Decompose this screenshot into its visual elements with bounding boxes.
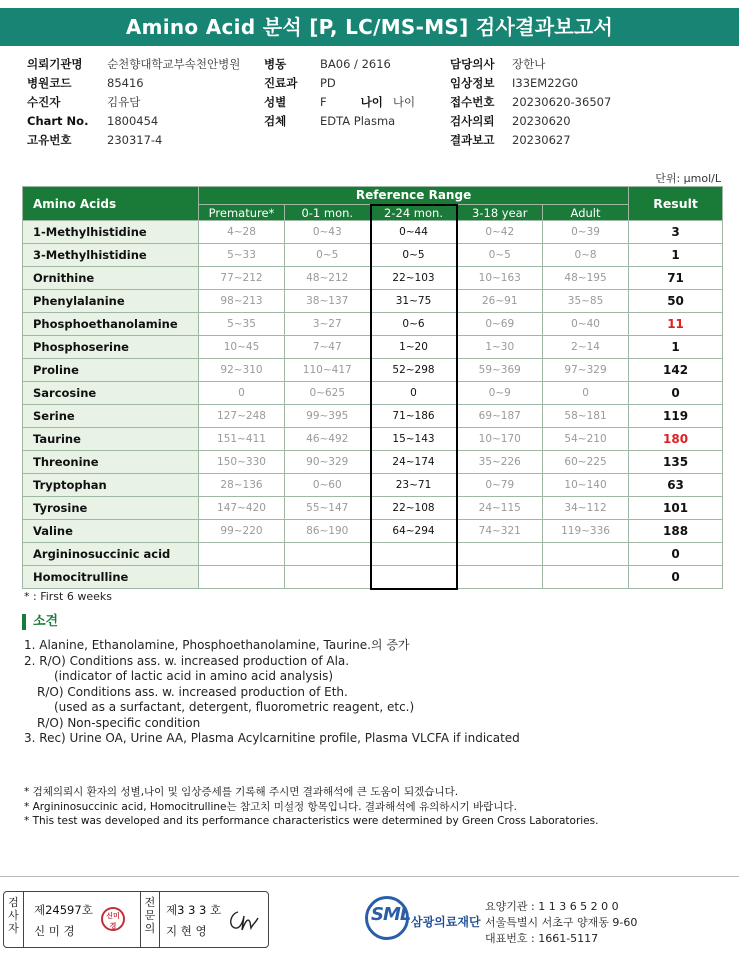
table-row [23,520,723,543]
amino-acid-name: Tryptophan [23,474,199,497]
result-cell: 71 [629,267,723,290]
table-row [23,428,723,451]
amino-acid-name: Ornithine [23,267,199,290]
reference-range-cell [457,566,543,589]
reference-range-cell: 99~395 [285,405,371,428]
age-value: 나이 [392,95,416,109]
reference-range-cell: 127~248 [199,405,285,428]
amino-acid-name: Tyrosine [23,497,199,520]
table-row [23,313,723,336]
amino-acid-name: Phosphoserine [23,336,199,359]
reference-range-cell: 0~6 [371,313,457,336]
reference-range-cell: 0~9 [457,382,543,405]
info-row [450,131,611,150]
info-label: 접수번호 [450,95,495,109]
ref-col-header: Premature* [199,205,285,221]
finding-line: R/O) Non-specific condition [37,715,201,730]
reference-range-cell: 23~71 [371,474,457,497]
reference-range-cell: 34~112 [543,497,629,520]
reference-range-cell: 7~47 [285,336,371,359]
amino-acid-name: Phenylalanine [23,290,199,313]
header-result: Result [629,187,723,221]
specialist-license: 제3 3 3 호 [166,903,222,917]
org-name: 삼광의료재단 [411,915,481,929]
reference-range-cell: 151~411 [199,428,285,451]
reference-range-cell: 0 [199,382,285,405]
reference-range-cell: 77~212 [199,267,285,290]
reference-range-cell: 86~190 [285,520,371,543]
reference-range-cell: 26~91 [457,290,543,313]
reference-range-cell: 5~35 [199,313,285,336]
tester-name: 신 미 경 [34,924,75,938]
reference-range-cell: 98~213 [199,290,285,313]
signature-icon [226,906,262,934]
premature-footnote: * : First 6 weeks [24,590,112,603]
result-cell: 3 [629,221,723,244]
amino-acid-name: Homocitrulline [23,566,199,589]
org-address: 서울특별시 서초구 양재동 9-60 [485,916,638,929]
reference-range-cell: 0~625 [285,382,371,405]
signature-box [3,891,269,948]
amino-acid-table [22,186,723,590]
findings-title: 소견 [22,614,58,630]
header-reference-range: Reference Range [199,187,629,205]
info-row [450,93,611,112]
reference-range-cell [199,566,285,589]
reference-range-cell: 58~181 [543,405,629,428]
table-row [23,267,723,290]
reference-range-cell [371,543,457,566]
reference-range-cell: 0 [543,382,629,405]
reference-range-cell: 0~43 [285,221,371,244]
info-label: 병원코드 [27,76,72,90]
table-row [23,244,723,267]
report-title: Amino Acid 분석 [P, LC/MS-MS] 검사결과보고서 [0,8,739,46]
info-value: 김유담 [107,95,141,109]
reference-range-cell: 97~329 [543,359,629,382]
reference-range-cell [285,566,371,589]
result-cell: 0 [629,566,723,589]
info-label: 진료과 [264,76,298,90]
reference-range-cell: 0~39 [543,221,629,244]
reference-range-cell: 10~140 [543,474,629,497]
reference-range-cell: 74~321 [457,520,543,543]
reference-range-cell: 0~40 [543,313,629,336]
reference-range-cell: 31~75 [371,290,457,313]
reference-range-cell: 24~115 [457,497,543,520]
table-row [23,451,723,474]
finding-line: 1. Alanine, Ethanolamine, Phosphoethanolamine, Taurine.의 증가 [24,638,410,652]
result-cell: 63 [629,474,723,497]
amino-acid-name: Taurine [23,428,199,451]
table-row [23,543,723,566]
reference-range-cell: 35~85 [543,290,629,313]
table-row [23,359,723,382]
info-value: 20230620-36507 [512,95,612,109]
result-cell: 180 [629,428,723,451]
age-label: 나이 [360,95,383,109]
reference-range-cell: 2~14 [543,336,629,359]
reference-range-cell: 150~330 [199,451,285,474]
info-label: 의뢰기관명 [27,57,83,71]
reference-range-cell: 52~298 [371,359,457,382]
info-value: PD [320,76,336,90]
info-row [27,74,240,93]
table-row [23,221,723,244]
reference-range-cell: 0~5 [457,244,543,267]
info-row [27,55,240,74]
table-row [23,336,723,359]
reference-range-cell: 5~33 [199,244,285,267]
amino-acid-name: Phosphoethanolamine [23,313,199,336]
patient-info-col1 [27,55,240,150]
reference-range-cell: 0~69 [457,313,543,336]
findings-list [24,638,520,747]
info-row [450,55,611,74]
reference-range-cell: 55~147 [285,497,371,520]
reference-range-cell: 10~45 [199,336,285,359]
info-row [264,55,415,74]
info-row [27,131,240,150]
info-row [27,93,240,112]
info-row [450,74,611,93]
info-value: I33EM22G0 [512,76,579,90]
result-cell: 1 [629,244,723,267]
amino-acid-name: 3-Methylhistidine [23,244,199,267]
reference-range-cell: 10~170 [457,428,543,451]
reference-range-cell [457,543,543,566]
amino-acid-name: 1-Methylhistidine [23,221,199,244]
reference-range-cell [543,566,629,589]
amino-acid-name: Argininosuccinic acid [23,543,199,566]
info-label: Chart No. [27,114,89,128]
unit-label: 단위: μmol/L [655,172,721,185]
reference-range-cell: 1~20 [371,336,457,359]
info-value: 20230627 [512,133,571,147]
finding-line: (used as a surfactant, detergent, fluorometric reagent, etc.) [54,700,415,714]
info-label: 결과보고 [450,133,495,147]
org-code: 요양기관 : 1 1 3 6 5 2 0 0 [485,900,619,913]
info-row [27,112,240,131]
info-label: 수진자 [27,95,61,109]
specialist-name: 지 현 영 [166,924,207,938]
info-label: 임상정보 [450,76,495,90]
reference-range-cell: 99~220 [199,520,285,543]
reference-range-cell: 92~310 [199,359,285,382]
reference-range-cell: 60~225 [543,451,629,474]
ref-col-header: 2-24 mon. [371,205,457,221]
tester-license: 제24597호 [34,903,93,917]
info-row [264,93,415,112]
reference-range-cell: 22~103 [371,267,457,290]
footer-divider [0,876,739,877]
info-row [264,74,415,93]
reference-range-cell: 10~163 [457,267,543,290]
reference-range-cell: 4~28 [199,221,285,244]
header-amino-acids: Amino Acids [23,187,199,221]
reference-range-cell: 59~369 [457,359,543,382]
table-row [23,405,723,428]
reference-range-cell: 3~27 [285,313,371,336]
reference-range-cell [371,566,457,589]
reference-range-cell: 0~5 [285,244,371,267]
reference-range-cell: 110~417 [285,359,371,382]
tester-stamp: 신미경 [101,907,125,931]
tester-label: 검사자 [4,892,24,947]
result-cell: 101 [629,497,723,520]
reference-range-cell: 46~492 [285,428,371,451]
reference-range-cell: 0~5 [371,244,457,267]
reference-range-cell: 48~195 [543,267,629,290]
reference-range-cell: 24~174 [371,451,457,474]
reference-range-cell: 54~210 [543,428,629,451]
reference-range-cell: 71~186 [371,405,457,428]
info-value: 230317-4 [107,133,163,147]
table-row [23,474,723,497]
info-value: 85416 [107,76,144,90]
table-row [23,497,723,520]
reference-range-cell: 1~30 [457,336,543,359]
org-phone: 대표번호 : 1661-5117 [485,932,599,945]
reference-range-cell: 90~329 [285,451,371,474]
reference-range-cell: 48~212 [285,267,371,290]
result-cell: 1 [629,336,723,359]
info-label: 성별 [264,95,287,109]
result-cell: 142 [629,359,723,382]
ref-col-header: 0-1 mon. [285,205,371,221]
table-row [23,566,723,589]
table-row [23,382,723,405]
note-line: * Argininosuccinic acid, Homocitrulline는 참고치 미설정 항목입니다. 결과해석에 유의하시기 바랍니다. [24,800,517,813]
org-address-block [485,899,637,947]
info-value: 20230620 [512,114,571,128]
info-label: 담당의사 [450,57,495,71]
result-cell: 119 [629,405,723,428]
finding-line: 2. R/O) Conditions ass. w. increased production of Ala. [24,653,350,668]
reference-range-cell: 0 [371,382,457,405]
reference-range-cell [285,543,371,566]
result-cell: 11 [629,313,723,336]
reference-range-cell [199,543,285,566]
info-value: BA06 / 2616 [320,57,391,71]
result-cell: 0 [629,543,723,566]
info-value: 순천향대학교부속천안병원 [107,57,241,71]
result-cell: 188 [629,520,723,543]
info-label: 검사의뢰 [450,114,495,128]
notes-list [24,785,598,829]
finding-line: (indicator of lactic acid in amino acid analysis) [54,669,334,683]
info-label: 검체 [264,114,287,128]
info-value: EDTA Plasma [320,114,396,128]
reference-range-cell: 147~420 [199,497,285,520]
amino-acid-name: Sarcosine [23,382,199,405]
specialist-label: 전문의 [140,892,160,947]
note-line: * This test was developed and its performance characteristics were determined by Green Cross Laboratories. [24,815,599,827]
reference-range-cell: 0~60 [285,474,371,497]
patient-info-col3 [450,55,611,150]
amino-acid-name: Threonine [23,451,199,474]
amino-acid-name: Proline [23,359,199,382]
amino-acid-name: Valine [23,520,199,543]
reference-range-cell: 38~137 [285,290,371,313]
result-cell: 50 [629,290,723,313]
reference-range-cell [543,543,629,566]
finding-line: 3. Rec) Urine OA, Urine AA, Plasma Acylcarnitine profile, Plasma VLCFA if indicated [24,731,520,745]
reference-range-cell: 15~143 [371,428,457,451]
reference-range-cell: 22~108 [371,497,457,520]
finding-line: R/O) Conditions ass. w. increased production of Eth. [37,684,348,699]
result-cell: 135 [629,451,723,474]
info-value: F [320,95,327,109]
reference-range-cell: 119~336 [543,520,629,543]
info-value: 1800454 [107,114,159,128]
amino-acid-name: Serine [23,405,199,428]
info-row [264,112,415,131]
reference-range-cell: 0~79 [457,474,543,497]
patient-info-col2 [264,55,415,131]
info-row [450,112,611,131]
reference-range-cell: 0~44 [371,221,457,244]
ref-col-header: Adult [543,205,629,221]
table-row [23,290,723,313]
reference-range-cell: 35~226 [457,451,543,474]
logo-text: SML [371,904,411,925]
result-cell: 0 [629,382,723,405]
reference-range-cell: 64~294 [371,520,457,543]
reference-range-cell: 69~187 [457,405,543,428]
info-label: 고유번호 [27,133,72,147]
reference-range-cell: 0~42 [457,221,543,244]
info-value: 장한나 [512,57,546,71]
reference-range-cell: 0~8 [543,244,629,267]
info-label: 병동 [264,57,287,71]
note-line: * 검체의뢰시 환자의 성별,나이 및 임상증세를 기록해 주시면 결과해석에 큰 도움이 되겠습니다. [24,786,459,798]
ref-col-header: 3-18 year [457,205,543,221]
reference-range-cell: 28~136 [199,474,285,497]
